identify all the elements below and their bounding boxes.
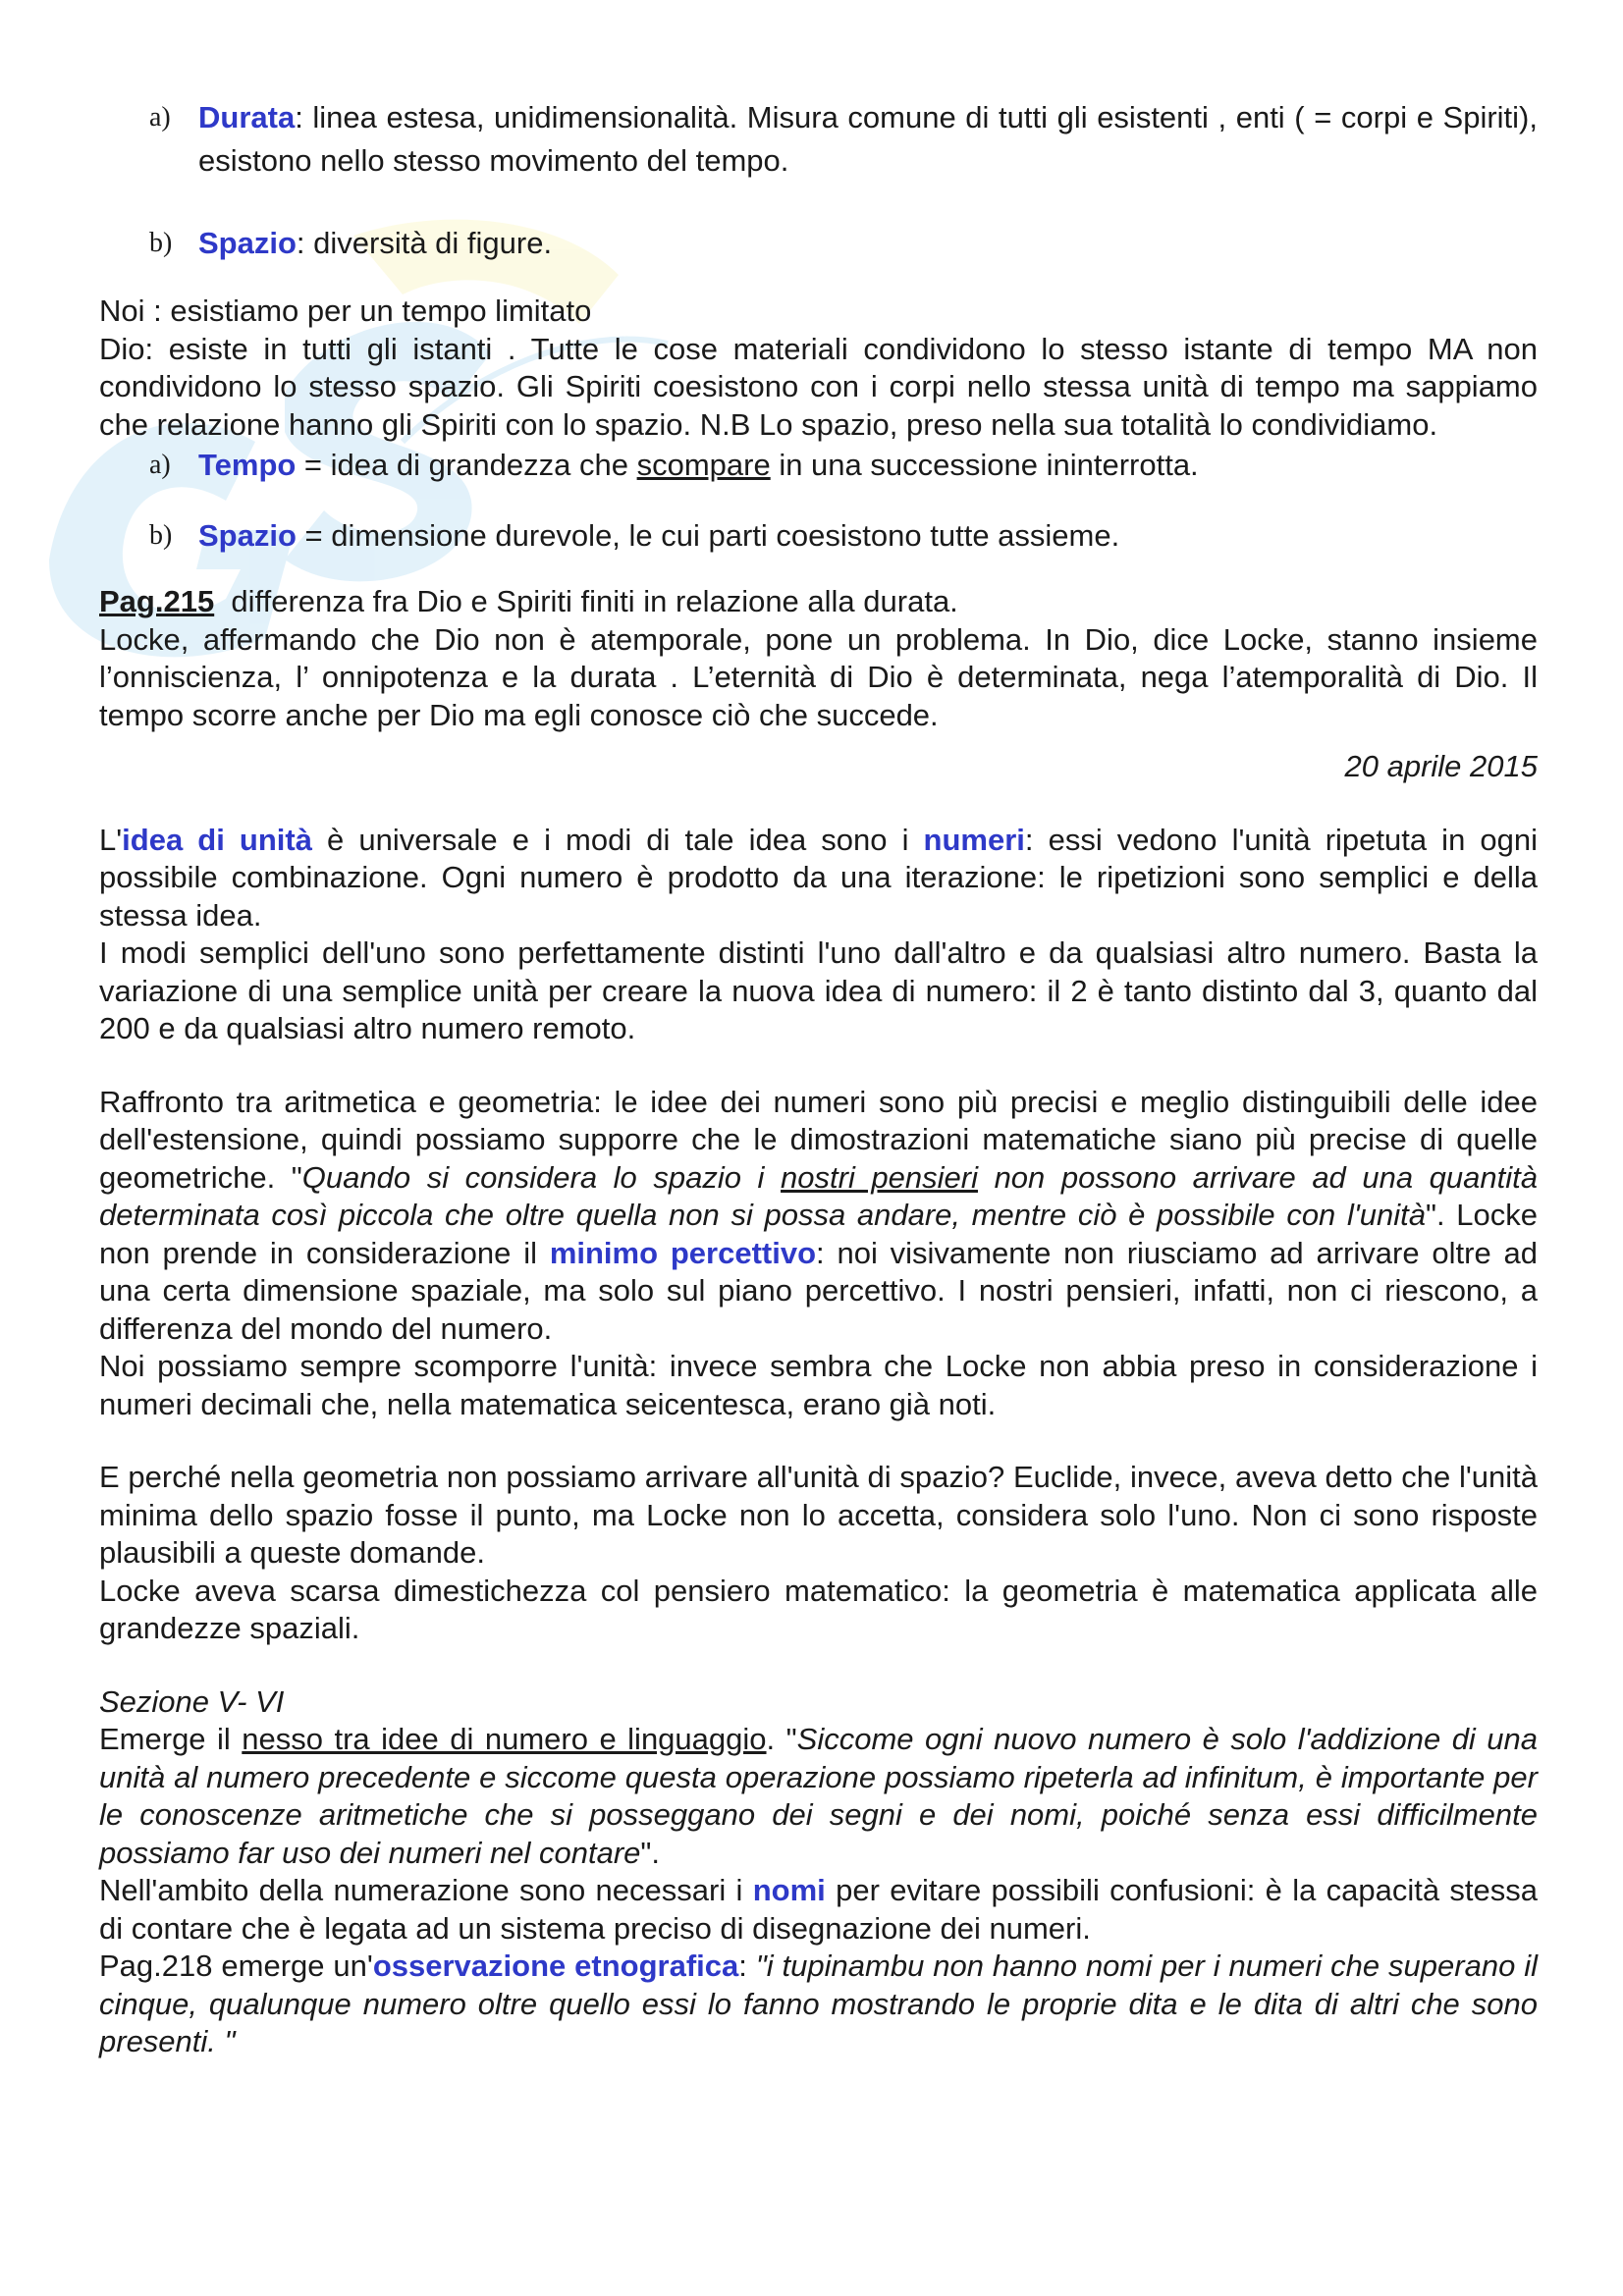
paragraph <box>99 1948 1538 2061</box>
paragraph-text: Pag.218 emerge un' <box>99 1949 373 1983</box>
paragraph-text: . " <box>766 1722 797 1756</box>
paragraph: Dio: esiste in tutti gli istanti . Tutte le cose materiali condividono lo stesso istante di tempo MA non condividono lo stesso spazio. Gli Spiriti coesistono con i corpi nello stessa unità di tempo ma sappiamo che relazione hanno gli Spiriti con lo spazio. N.B Lo spazio, preso nella sua totalità lo condividiamo. <box>99 331 1538 442</box>
keyword-idea-di-unita: idea di unità <box>122 822 312 857</box>
paragraph-text: Raffronto tra aritmetica e geometria: le idee dei numeri sono più precisi e meglio distinguibili delle idee dell'estensione, quindi possiamo supporre che le dimostrazioni matematiche siano più precise di quelle geometriche. " <box>99 1084 1538 1195</box>
date-heading: 20 aprile 2015 <box>1344 749 1538 783</box>
underlined-phrase: nesso tra idee di numero e linguaggio <box>242 1722 767 1756</box>
list-marker: b) <box>149 228 173 258</box>
quote-text: non possono arrivare ad una quantità determinata così piccola che oltre quella non si possa andare, mentre ciò è possibile con l'unità <box>99 1159 1538 1232</box>
quote-text: Quando si considera lo spazio i <box>301 1159 782 1195</box>
list-marker: b) <box>149 520 173 551</box>
paragraph <box>99 1872 1538 1948</box>
quote-text: Siccome ogni nuovo numero è solo l'addizione di una unità al numero precedente e siccome questa operazione possiamo ripeterla ad infinitum, è importante per le conoscenze aritmetiche che si posseggano dei segni e dei nomi, poiché senza essi difficilmente possiamo far uso dei numeri nel contare <box>99 1722 1539 1870</box>
document-page <box>99 96 1538 2061</box>
paragraph-text: : noi visivamente non riusciamo ad arrivare oltre ad una certa dimensione spaziale, ma solo sul piano percettivo. I nostri pensieri, infatti, non ci riescono, a differenza del mondo del numero. <box>99 1235 1538 1346</box>
keyword-osservazione-etnografica: osservazione etnografica <box>372 1949 739 1983</box>
paragraph: E perché nella geometria non possiamo arrivare all'unità di spazio? Euclide, invece, aveva detto che l'unità minima dello spazio fosse il punto, ma Locke non lo accetta, considera solo l'uno. Non ci sono risposte plausibili a queste domande. <box>99 1460 1538 1570</box>
list-item <box>99 96 1538 183</box>
paragraph-text: è universale e i modi di tale idea sono i <box>311 822 924 857</box>
keyword-nomi: nomi <box>752 1873 826 1907</box>
term-spazio: Spazio <box>198 518 297 553</box>
definition-text: = idea di grandezza che <box>296 448 637 482</box>
paragraph-text: Emerge il <box>99 1722 243 1756</box>
paragraph-text: : <box>738 1949 756 1983</box>
term-durata: Durata <box>198 100 296 134</box>
paragraph: Locke, affermando che Dio non è atemporale, pone un problema. In Dio, dice Locke, stanno insieme l’onniscienza, l’ onnipotenza e la durata . L’eternità di Dio è determinata, nega l’atemporalità di Dio. Il tempo scorre anche per Dio ma egli conosce ciò che succede. <box>99 621 1538 732</box>
definition-text: in una successione ininterrotta. <box>770 448 1199 482</box>
list-item <box>99 444 1538 487</box>
paragraph: Noi : esistiamo per un tempo limitato <box>99 294 592 328</box>
paragraph: I modi semplici dell'uno sono perfettamente distinti l'uno dall'altro e da qualsiasi altro numero. Basta la variazione di una semplice unità per creare la nuova idea di numero: il 2 è tanto distinto dal 3, quanto dal 200 e da qualsiasi altro numero remoto. <box>99 935 1538 1045</box>
list-item <box>99 222 1538 265</box>
paragraph: Noi possiamo sempre scomporre l'unità: invece sembra che Locke non abbia preso in considerazione i numeri decimali che, nella matematica seicentesca, erano già noti. <box>99 1349 1538 1421</box>
keyword-numeri: numeri <box>923 822 1025 857</box>
section-title-text: Sezione V- VI <box>99 1683 285 1719</box>
keyword-minimo-percettivo: minimo percettivo <box>549 1235 817 1270</box>
paragraph-text: per evitare possibili confusioni: è la capacità stessa di contare che è legata ad un sistema preciso di disegnazione dei numeri. <box>99 1873 1538 1946</box>
paragraph <box>99 1721 1538 1872</box>
term-tempo: Tempo <box>198 448 297 482</box>
underlined-word: scompare <box>636 448 771 482</box>
paragraph-text: L' <box>99 822 123 857</box>
quote-text: "i tupinambu non hanno nomi per i numeri che superano il cinque, qualunque numero oltre quello essi lo fanno mostrando le proprie dita e le dita di altri che sono presenti. " <box>99 1949 1538 2058</box>
paragraph: Locke aveva scarsa dimestichezza col pensiero matematico: la geometria è matematica applicata alle grandezze spaziali. <box>99 1573 1538 1645</box>
definition-text: : linea estesa, unidimensionalità. Misura comune di tutti gli esistenti , enti ( = corpi e Spiriti), esistono nello stesso movimento del tempo. <box>198 100 1538 178</box>
paragraph <box>99 583 1538 621</box>
paragraph-text: differenza fra Dio e Spiriti finiti in relazione alla durata. <box>214 584 958 618</box>
paragraph-text: : essi vedono l'unità ripetuta in ogni possibile combinazione. Ogni numero è prodotto da una iterazione: le ripetizioni sono semplici e della stessa idea. <box>99 822 1538 933</box>
definition-text: : diversità di figure. <box>296 226 553 260</box>
paragraph-text: Nell'ambito della numerazione sono necessari i <box>99 1873 753 1907</box>
paragraph-text: ". Locke non prende in considerazione il <box>99 1198 1539 1270</box>
paragraph <box>99 822 1538 935</box>
underlined-phrase: nostri pensieri <box>781 1159 978 1195</box>
definition-text: = dimensione durevole, le cui parti coesistono tutte assieme. <box>296 518 1120 553</box>
paragraph-text: ". <box>640 1835 661 1870</box>
section-title <box>99 1683 1538 1722</box>
list-marker: a) <box>149 102 171 133</box>
list-marker: a) <box>149 450 171 480</box>
list-item <box>99 514 1538 558</box>
paragraph <box>99 1084 1538 1349</box>
term-spazio: Spazio <box>198 226 297 260</box>
page-reference: Pag.215 <box>99 584 215 618</box>
